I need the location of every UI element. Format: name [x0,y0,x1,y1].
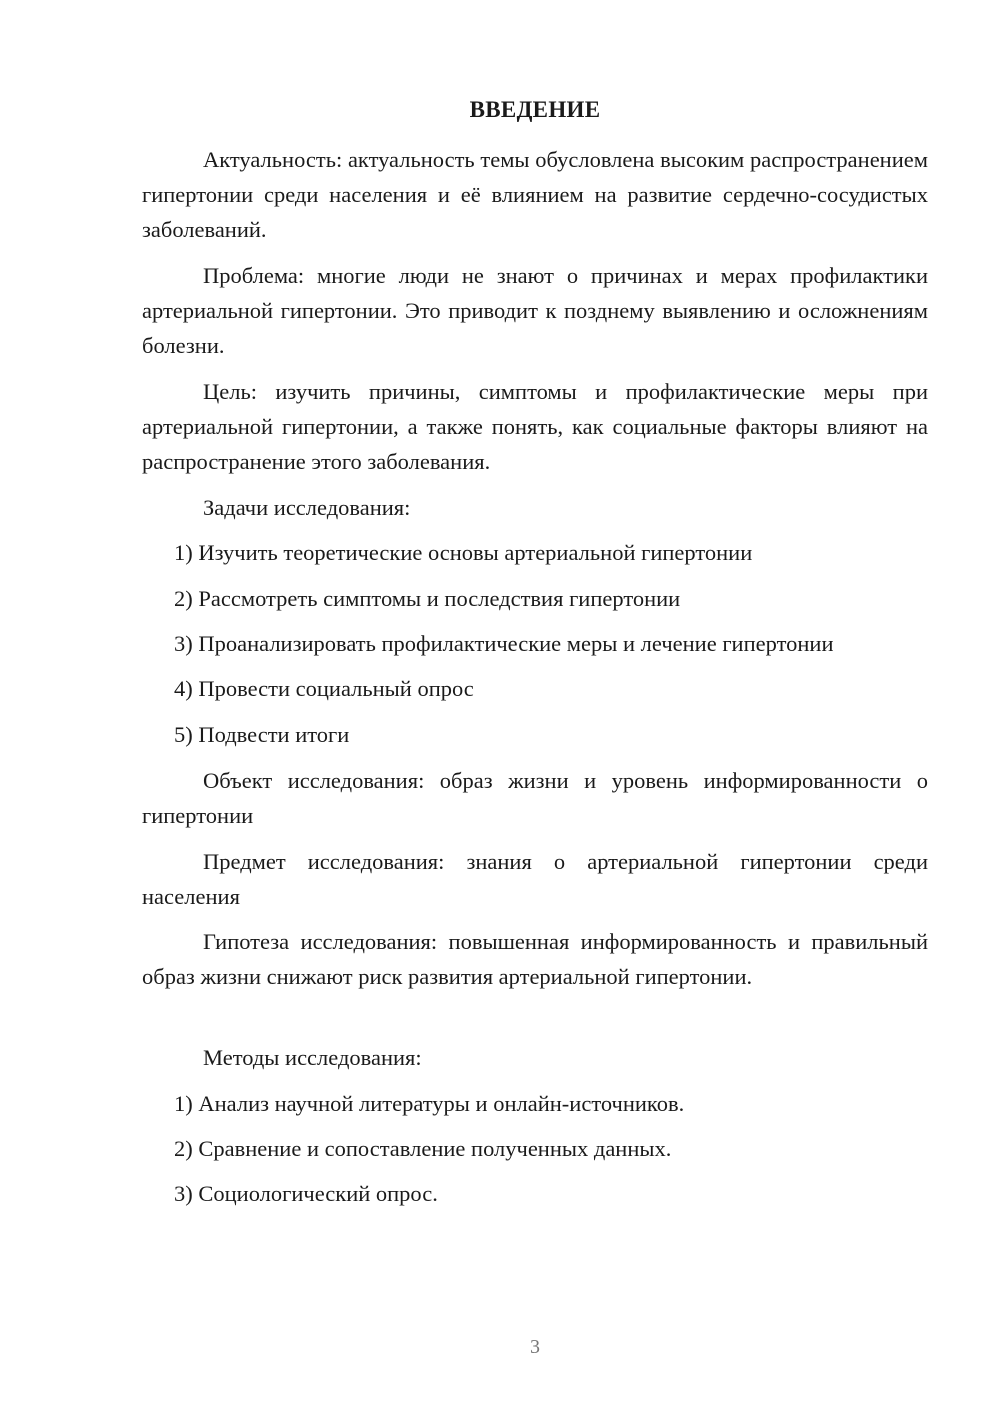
method-item: 3) Социологический опрос. [174,1181,438,1206]
method-item: 1) Анализ научной литературы и онлайн-источников. [174,1091,685,1116]
method-item: 2) Сравнение и сопоставление полученных данных. [174,1136,672,1161]
subject-paragraph: Предмет исследования: знания о артериальной гипертонии среди населения [142,849,928,909]
page-number: 3 [530,1336,540,1358]
problem-paragraph: Проблема: многие люди не знают о причинах и мерах профилактики артериальной гипертонии. Это приводит к позднему выявлению и осложнениям болезни. [142,263,928,358]
goal-paragraph: Цель: изучить причины, симптомы и профилактические меры при артериальной гипертонии, а также понять, как социальные факторы влияют на распространение этого заболевания. [142,379,928,474]
task-item: 4) Провести социальный опрос [174,676,474,701]
tasks-heading: Задачи исследования: [203,495,411,520]
section-title: ВВЕДЕНИЕ [469,97,601,122]
relevance-paragraph: Актуальность: актуальность темы обусловлена высоким распространением гипертонии среди населения и её влиянием на развитие сердечно-сосудистых заболеваний. [142,147,928,242]
document-page [142,0,928,1414]
task-item: 5) Подвести итоги [174,722,350,747]
task-item: 1) Изучить теоретические основы артериальной гипертонии [174,540,753,565]
task-item: 3) Проанализировать профилактические меры и лечение гипертонии [174,631,834,656]
task-item: 2) Рассмотреть симптомы и последствия гипертонии [174,586,681,611]
hypothesis-paragraph: Гипотеза исследования: повышенная информированность и правильный образ жизни снижают риск развития артериальной гипертонии. [142,929,928,989]
methods-heading: Методы исследования: [203,1045,422,1070]
object-paragraph: Объект исследования: образ жизни и уровень информированности о гипертонии [142,768,928,828]
